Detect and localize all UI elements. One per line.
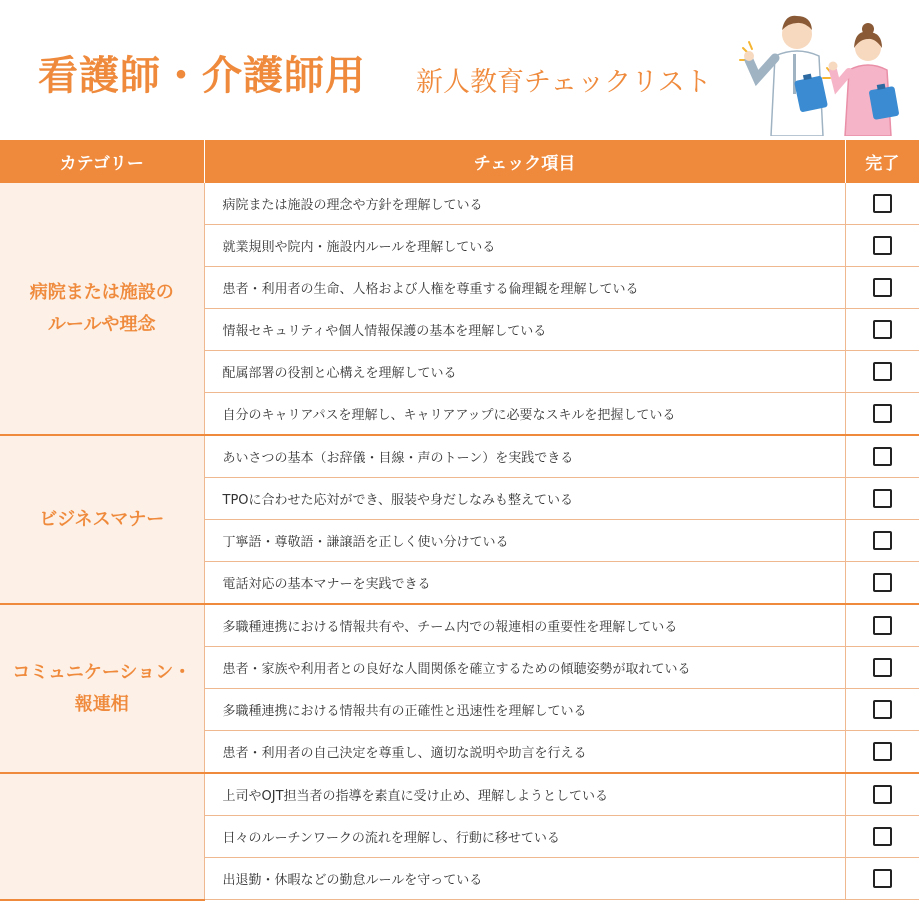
done-cell — [845, 604, 919, 647]
done-cell — [845, 435, 919, 478]
done-cell — [845, 816, 919, 858]
page-title: 看護師・介護師用 — [38, 53, 366, 99]
page-header — [0, 0, 919, 140]
checkbox-icon[interactable] — [873, 236, 892, 255]
header-category: カテゴリー — [0, 140, 204, 183]
check-item-text: 患者・利用者の自己決定を尊重し、適切な説明や助言を行える — [204, 731, 845, 774]
table-header-row — [0, 140, 919, 183]
done-cell — [845, 393, 919, 436]
check-item-text: あいさつの基本（お辞儀・目線・声のトーン）を実践できる — [204, 435, 845, 478]
checkbox-icon[interactable] — [873, 278, 892, 297]
table-row — [0, 183, 919, 225]
done-cell — [845, 689, 919, 731]
checkbox-icon[interactable] — [873, 404, 892, 423]
header-check-item: チェック項目 — [204, 140, 845, 183]
done-cell — [845, 647, 919, 689]
check-item-text: 日々のルーチンワークの流れを理解し、行動に移せている — [204, 816, 845, 858]
checkbox-icon[interactable] — [873, 616, 892, 635]
check-item-text: 出退勤・休暇などの勤怠ルールを守っている — [204, 858, 845, 900]
done-cell — [845, 267, 919, 309]
checkbox-icon[interactable] — [873, 742, 892, 761]
check-item-text: 多職種連携における情報共有や、チーム内での報連相の重要性を理解している — [204, 604, 845, 647]
done-cell — [845, 225, 919, 267]
checkbox-icon[interactable] — [873, 785, 892, 804]
done-cell — [845, 309, 919, 351]
checkbox-icon[interactable] — [873, 194, 892, 213]
category-cell: 病院または施設の ルールや理念 — [0, 183, 204, 435]
check-item-text: 自分のキャリアパスを理解し、キャリアアップに必要なスキルを把握している — [204, 393, 845, 436]
check-item-text: 患者・利用者の生命、人格および人権を尊重する倫理観を理解している — [204, 267, 845, 309]
check-item-text: 上司やOJT担当者の指導を素直に受け止め、理解しようとしている — [204, 773, 845, 816]
checklist-table — [0, 140, 919, 901]
checkbox-icon[interactable] — [873, 320, 892, 339]
done-cell — [845, 562, 919, 605]
checkbox-icon[interactable] — [873, 869, 892, 888]
done-cell — [845, 520, 919, 562]
table-row — [0, 773, 919, 816]
nurses-illustration-icon — [735, 8, 915, 136]
checkbox-icon[interactable] — [873, 362, 892, 381]
checkbox-icon[interactable] — [873, 700, 892, 719]
check-item-text: TPOに合わせた応対ができ、服装や身だしなみも整えている — [204, 478, 845, 520]
category-cell: ビジネスマナー — [0, 435, 204, 604]
page-subtitle: 新人教育チェックリスト — [416, 67, 712, 98]
check-item-text: 多職種連携における情報共有の正確性と迅速性を理解している — [204, 689, 845, 731]
checkbox-icon[interactable] — [873, 827, 892, 846]
checkbox-icon[interactable] — [873, 573, 892, 592]
done-cell — [845, 183, 919, 225]
checkbox-icon[interactable] — [873, 447, 892, 466]
done-cell — [845, 773, 919, 816]
check-item-text: 配属部署の役割と心構えを理解している — [204, 351, 845, 393]
check-item-text: 患者・家族や利用者との良好な人間関係を確立するための傾聴姿勢が取れている — [204, 647, 845, 689]
done-cell — [845, 858, 919, 900]
table-row — [0, 435, 919, 478]
checkbox-icon[interactable] — [873, 489, 892, 508]
header-done: 完了 — [845, 140, 919, 183]
done-cell — [845, 478, 919, 520]
category-cell — [0, 773, 204, 900]
checklist-body — [0, 183, 919, 900]
done-cell — [845, 351, 919, 393]
checkbox-icon[interactable] — [873, 531, 892, 550]
category-cell: コミュニケーション・ 報連相 — [0, 604, 204, 773]
check-item-text: 情報セキュリティや個人情報保護の基本を理解している — [204, 309, 845, 351]
check-item-text: 丁寧語・尊敬語・謙譲語を正しく使い分けている — [204, 520, 845, 562]
check-item-text: 就業規則や院内・施設内ルールを理解している — [204, 225, 845, 267]
done-cell — [845, 731, 919, 774]
check-item-text: 病院または施設の理念や方針を理解している — [204, 183, 845, 225]
check-item-text: 電話対応の基本マナーを実践できる — [204, 562, 845, 605]
table-row — [0, 604, 919, 647]
checkbox-icon[interactable] — [873, 658, 892, 677]
